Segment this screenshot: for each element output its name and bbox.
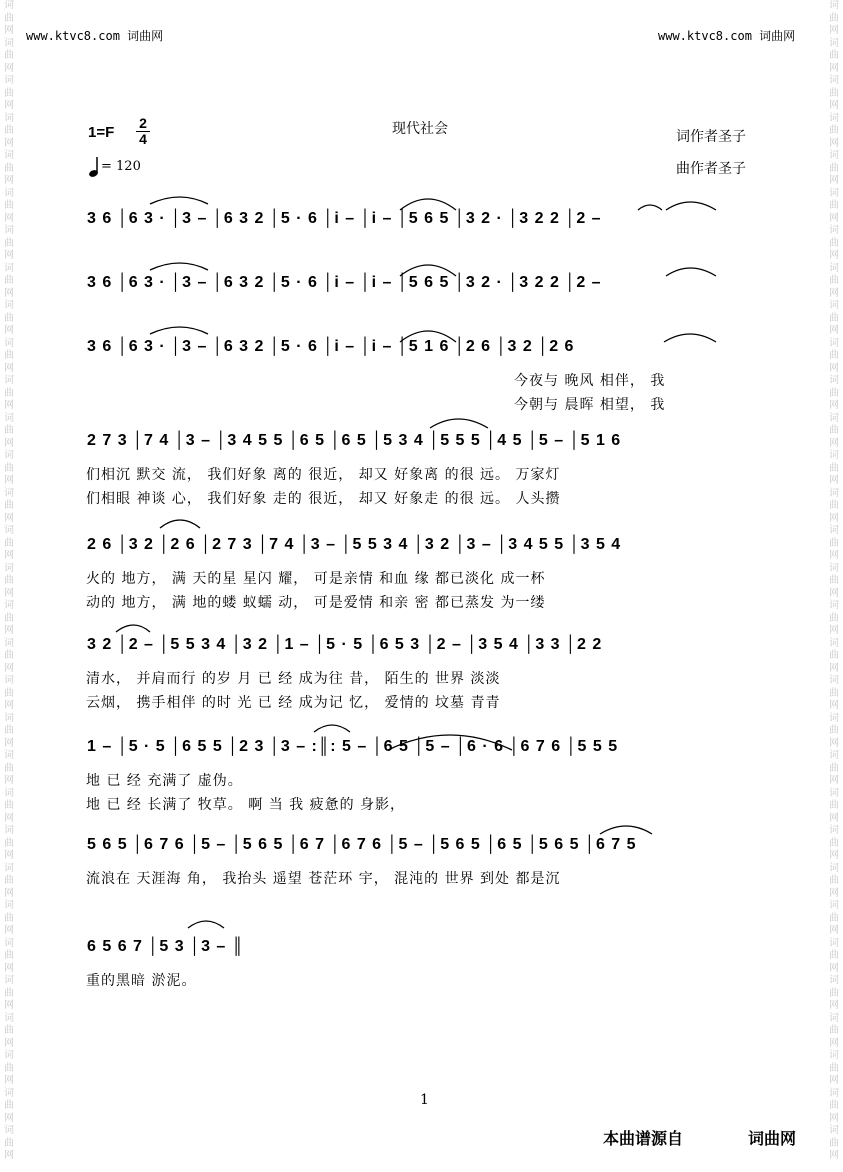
watermark-char: 曲 (4, 875, 14, 886)
watermark-char: 曲 (829, 200, 839, 211)
watermark-char: 网 (829, 212, 839, 224)
watermark-char: 曲 (829, 350, 839, 361)
watermark-char: 网 (829, 175, 839, 186)
watermark-char: 曲 (4, 387, 14, 399)
watermark-char: 词 (829, 937, 839, 949)
watermark-char: 网 (829, 62, 839, 74)
watermark-char: 网 (4, 362, 14, 374)
lyric-line: 流浪在 天涯海 角， 我抬头 遥望 苍茫环 宇， 混沌的 世界 到处 都是沉 (86, 871, 561, 887)
watermark-char: 曲 (829, 575, 839, 586)
watermark-char: 网 (4, 775, 14, 786)
watermark-char: 词 (4, 1012, 14, 1024)
notation-row: 3 6 │6 3 · │3 – │6 3 2 │5 · 6 │i – │i – │5 6 5 │3 2 · │3 2 2 │2 – (87, 274, 602, 291)
watermark-char: 曲 (4, 12, 14, 24)
slur (664, 334, 716, 342)
watermark-char: 曲 (829, 12, 839, 24)
watermark-char: 词 (4, 637, 14, 649)
watermark-char: 曲 (829, 537, 839, 549)
watermark-char: 曲 (829, 875, 839, 886)
watermark-char: 词 (829, 37, 839, 49)
watermark-char: 网 (829, 625, 839, 636)
watermark-char: 曲 (4, 312, 14, 324)
watermark-char: 词 (829, 862, 839, 874)
watermark-char: 网 (4, 212, 14, 224)
watermark-char: 曲 (4, 350, 14, 361)
page-number: 1 (420, 1092, 429, 1108)
lyric-line: 云烟， 携手相伴 的时 光 已 经 成为记 忆， 爱情的 坟墓 青青 (86, 695, 501, 711)
slur (160, 520, 200, 528)
watermark-char: 网 (829, 737, 839, 749)
notation-row: 2 7 3 │7 4 │3 – │3 4 5 5 │6 5 │6 5 │5 3 4 │5 5 5 │4 5 │5 – │5 1 6 (87, 432, 622, 449)
watermark-char: 曲 (4, 87, 14, 99)
watermark-char: 网 (829, 550, 839, 561)
watermark-char: 词 (829, 0, 839, 11)
watermark-char: 网 (829, 1037, 839, 1049)
watermark-char: 网 (4, 287, 14, 299)
watermark-char: 网 (4, 700, 14, 711)
watermark-char: 网 (4, 925, 14, 936)
watermark-char: 词 (4, 300, 14, 311)
watermark-char: 网 (4, 962, 14, 974)
watermark-char: 曲 (4, 950, 14, 961)
watermark-char: 曲 (4, 237, 14, 249)
watermark-char: 词 (829, 825, 839, 836)
watermark-char: 曲 (4, 125, 14, 136)
footer-site: 词曲网 (748, 1131, 797, 1148)
slur (600, 826, 652, 834)
watermark-char: 曲 (829, 162, 839, 174)
watermark-char: 词 (4, 712, 14, 724)
watermark-char: 网 (829, 1075, 839, 1086)
watermark-char: 网 (829, 25, 839, 36)
watermark-char: 网 (829, 662, 839, 674)
watermark-char: 曲 (829, 837, 839, 849)
watermark-char: 曲 (4, 1100, 14, 1111)
watermark-char: 曲 (829, 1100, 839, 1111)
slur (400, 199, 456, 210)
watermark-char: 词 (4, 787, 14, 799)
slur (638, 205, 662, 210)
watermark-char: 网 (829, 512, 839, 524)
watermark-char: 词 (4, 0, 14, 11)
slur (116, 625, 150, 632)
watermark-char: 词 (829, 1050, 839, 1061)
watermark-char: 网 (4, 250, 14, 261)
watermark-char: 曲 (4, 275, 14, 286)
watermark-char: 曲 (4, 612, 14, 624)
watermark-char: 词 (4, 75, 14, 86)
watermark-char: 网 (829, 100, 839, 111)
watermark-char: 网 (4, 737, 14, 749)
watermark-char: 曲 (4, 50, 14, 61)
watermark-char: 网 (4, 25, 14, 36)
composer: 曲作者圣子 (676, 161, 746, 177)
watermark-char: 网 (829, 700, 839, 711)
slur (430, 419, 488, 428)
watermark-char: 词 (829, 225, 839, 236)
watermark-char: 网 (4, 437, 14, 449)
slur (150, 327, 208, 334)
watermark-char: 词 (829, 150, 839, 161)
slur (150, 263, 208, 270)
watermark-char: 词 (829, 262, 839, 274)
watermark-char: 词 (4, 450, 14, 461)
watermark-char: 词 (829, 675, 839, 686)
watermark-char: 词 (4, 675, 14, 686)
watermark-char: 词 (4, 112, 14, 124)
watermark-char: 词 (4, 412, 14, 424)
slur (400, 331, 456, 342)
lyric-line: 火的 地方， 满 天的星 星闪 耀， 可是亲情 和血 缘 都已淡化 成一杯 (86, 571, 546, 587)
watermark-char: 词 (829, 75, 839, 86)
watermark-char: 网 (829, 137, 839, 149)
watermark-char: 词 (4, 825, 14, 836)
watermark-char: 网 (4, 1075, 14, 1086)
watermark-char: 曲 (829, 125, 839, 136)
watermark-char: 词 (4, 750, 14, 761)
watermark-char: 网 (4, 175, 14, 186)
watermark-char: 网 (829, 287, 839, 299)
watermark-char: 曲 (829, 725, 839, 736)
watermark-char: 曲 (4, 800, 14, 811)
watermark-char: 词 (4, 1125, 14, 1136)
watermark-char: 曲 (829, 50, 839, 61)
watermark-char: 曲 (4, 537, 14, 549)
slur (400, 265, 456, 276)
watermark-char: 词 (4, 862, 14, 874)
watermark-url-left: www.ktvc8.com 词曲网 (26, 29, 164, 43)
lyric-line: 重的黑暗 淤泥。 (86, 973, 197, 989)
watermark-char: 词 (829, 750, 839, 761)
watermark-char: 词 (4, 1050, 14, 1061)
watermark-char: 网 (829, 325, 839, 336)
watermark-char: 曲 (829, 275, 839, 286)
watermark-char: 网 (829, 962, 839, 974)
notation-row: 5 6 5 │6 7 6 │5 – │5 6 5 │6 7 │6 7 6 │5 – │5 6 5 │6 5 │5 6 5 │6 7 5 (87, 836, 637, 853)
lyric-line: 地 已 经 充满了 虚伪。 (86, 773, 243, 789)
watermark-char: 词 (829, 600, 839, 611)
watermark-char: 词 (829, 712, 839, 724)
notation-row: 1 – │5 · 5 │6 5 5 │2 3 │3 – :║: 5 – │6 5 │5 – │6 · 6 │6 7 6 │5 5 5 (87, 738, 619, 755)
watermark-char: 曲 (829, 1025, 839, 1036)
watermark-char: 网 (829, 400, 839, 411)
slur (666, 268, 716, 276)
watermark-char: 词 (4, 562, 14, 574)
watermark-char: 网 (4, 662, 14, 674)
watermark-char: 网 (4, 137, 14, 149)
watermark-char: 网 (829, 812, 839, 824)
watermark-char: 曲 (4, 1025, 14, 1036)
notation-row: 3 2 │2 – │5 5 3 4 │3 2 │1 – │5 · 5 │6 5 3 │2 – │3 5 4 │3 3 │2 2 (87, 636, 603, 653)
watermark-char: 曲 (4, 650, 14, 661)
watermark-char: 曲 (4, 575, 14, 586)
watermark-char: 曲 (4, 725, 14, 736)
watermark-char: 网 (829, 1112, 839, 1124)
slur (150, 197, 208, 204)
watermark-char: 曲 (4, 987, 14, 999)
watermark-char: 曲 (829, 87, 839, 99)
watermark-char: 词 (4, 600, 14, 611)
watermark-char: 词 (4, 375, 14, 386)
slur (388, 735, 512, 750)
watermark-char: 词 (829, 112, 839, 124)
watermark-char: 词 (829, 412, 839, 424)
lyric-line: 今朝与 晨晖 相望， 我 (514, 397, 666, 413)
watermark-char: 网 (4, 850, 14, 861)
watermark-char: 词 (4, 975, 14, 986)
watermark-char: 曲 (4, 1062, 14, 1074)
watermark-char: 词 (829, 562, 839, 574)
watermark-char: 词 (4, 37, 14, 49)
watermark-char: 词 (829, 1087, 839, 1099)
watermark-char: 词 (4, 337, 14, 349)
watermark-char: 词 (829, 487, 839, 499)
watermark-char: 词 (4, 150, 14, 161)
watermark-char: 网 (829, 437, 839, 449)
lyric-line: 们相沉 默交 流， 我们好象 离的 很近， 却又 好象离 的很 远。 万家灯 (86, 467, 561, 483)
watermark-char: 词 (829, 787, 839, 799)
watermark-char: 词 (829, 300, 839, 311)
watermark-char: 网 (4, 887, 14, 899)
watermark-char: 曲 (4, 500, 14, 511)
watermark-char: 曲 (4, 687, 14, 699)
watermark-char: 词 (4, 187, 14, 199)
watermark-char: 网 (4, 625, 14, 636)
tempo-marking: = 120 (101, 159, 141, 174)
watermark-char: 网 (4, 62, 14, 74)
watermark-char: 曲 (829, 1137, 839, 1149)
lyric-line: 今夜与 晚风 相伴， 我 (514, 373, 666, 389)
key-signature: 1=F (88, 124, 115, 141)
lyric-line: 清水， 并肩而行 的岁 月 已 经 成为往 昔， 陌生的 世界 淡淡 (86, 671, 501, 687)
watermark-char: 曲 (4, 762, 14, 774)
watermark-char: 曲 (829, 687, 839, 699)
notation-row: 3 6 │6 3 · │3 – │6 3 2 │5 · 6 │i – │i – │5 1 6 │2 6 │3 2 │2 6 (87, 338, 575, 355)
watermark-char: 曲 (829, 387, 839, 399)
watermark-char: 曲 (829, 987, 839, 999)
watermark-char: 曲 (829, 462, 839, 474)
watermark-url-right: www.ktvc8.com 词曲网 (658, 29, 796, 43)
lyric-line: 们相眼 神谈 心， 我们好象 走的 很近， 却又 好象走 的很 远。 人头攒 (86, 491, 561, 507)
watermark-char: 词 (4, 262, 14, 274)
watermark-char: 网 (4, 1000, 14, 1011)
watermark-char: 曲 (829, 237, 839, 249)
song-title: 现代社会 (392, 121, 448, 137)
watermark-char: 曲 (4, 425, 14, 436)
watermark-char: 网 (4, 100, 14, 111)
watermark-char: 词 (4, 900, 14, 911)
watermark-char: 词 (829, 637, 839, 649)
watermark-char: 网 (4, 1037, 14, 1049)
notation-row: 2 6 │3 2 │2 6 │2 7 3 │7 4 │3 – │5 5 3 4 │3 2 │3 – │3 4 5 5 │3 5 4 (87, 536, 622, 553)
lyric-line: 地 已 经 长满了 牧草。 啊 当 我 疲惫的 身影， (86, 797, 406, 813)
watermark-char: 网 (4, 1112, 14, 1124)
watermark-char: 曲 (829, 612, 839, 624)
watermark-char: 词 (829, 187, 839, 199)
watermark-char: 曲 (4, 200, 14, 211)
watermark-char: 网 (829, 775, 839, 786)
slur (314, 725, 350, 732)
watermark-char: 曲 (4, 162, 14, 174)
watermark-char: 曲 (4, 912, 14, 924)
watermark-char: 词 (829, 975, 839, 986)
watermark-char: 词 (829, 525, 839, 536)
lyric-line: 动的 地方， 满 地的蝼 蚁蠕 动， 可是爱情 和亲 密 都已蒸发 为一缕 (86, 595, 546, 611)
watermark-char: 曲 (4, 1137, 14, 1149)
watermark-char: 网 (4, 1150, 14, 1161)
watermark-char: 网 (829, 587, 839, 599)
slur (188, 921, 224, 928)
watermark-char: 网 (829, 1150, 839, 1161)
watermark-char: 词 (829, 900, 839, 911)
watermark-char: 曲 (829, 800, 839, 811)
watermark-char: 网 (4, 475, 14, 486)
watermark-char: 曲 (829, 762, 839, 774)
watermark-char: 网 (829, 887, 839, 899)
watermark-char: 词 (829, 450, 839, 461)
watermark-char: 词 (4, 487, 14, 499)
watermark-char: 词 (4, 1087, 14, 1099)
watermark-char: 网 (829, 850, 839, 861)
notation-row: 3 6 │6 3 · │3 – │6 3 2 │5 · 6 │i – │i – │5 6 5 │3 2 · │3 2 2 │2 – (87, 210, 602, 227)
slur (666, 202, 716, 210)
watermark-char: 曲 (829, 312, 839, 324)
time-signature-top: 2 (139, 115, 147, 131)
watermark-char: 网 (4, 325, 14, 336)
watermark-char: 网 (4, 550, 14, 561)
watermark-char: 网 (829, 250, 839, 261)
watermark-char: 网 (4, 587, 14, 599)
watermark-char: 曲 (829, 650, 839, 661)
watermark-char: 词 (829, 375, 839, 386)
watermark-char: 曲 (829, 912, 839, 924)
watermark-char: 曲 (829, 425, 839, 436)
watermark-char: 词 (4, 225, 14, 236)
watermark-char: 网 (829, 362, 839, 374)
watermark-char: 曲 (4, 837, 14, 849)
notation-row: 6 5 6 7 │5 3 │3 – ║ (87, 938, 245, 955)
footer-source: 本曲谱源自 (603, 1131, 684, 1148)
watermark-char: 网 (4, 512, 14, 524)
watermark-char: 曲 (829, 950, 839, 961)
watermark-char: 网 (829, 1000, 839, 1011)
watermark-char: 网 (4, 400, 14, 411)
watermark-char: 曲 (829, 500, 839, 511)
watermark-char: 词 (829, 1125, 839, 1136)
watermark-char: 词 (4, 525, 14, 536)
watermark-char: 曲 (829, 1062, 839, 1074)
watermark-char: 网 (829, 925, 839, 936)
watermark-char: 词 (829, 1012, 839, 1024)
watermark-char: 词 (829, 337, 839, 349)
watermark-char: 网 (829, 475, 839, 486)
lyricist: 词作者圣子 (676, 129, 746, 145)
watermark-char: 词 (4, 937, 14, 949)
time-signature-bottom: 4 (136, 131, 150, 147)
watermark-char: 网 (4, 812, 14, 824)
watermark-char: 曲 (4, 462, 14, 474)
